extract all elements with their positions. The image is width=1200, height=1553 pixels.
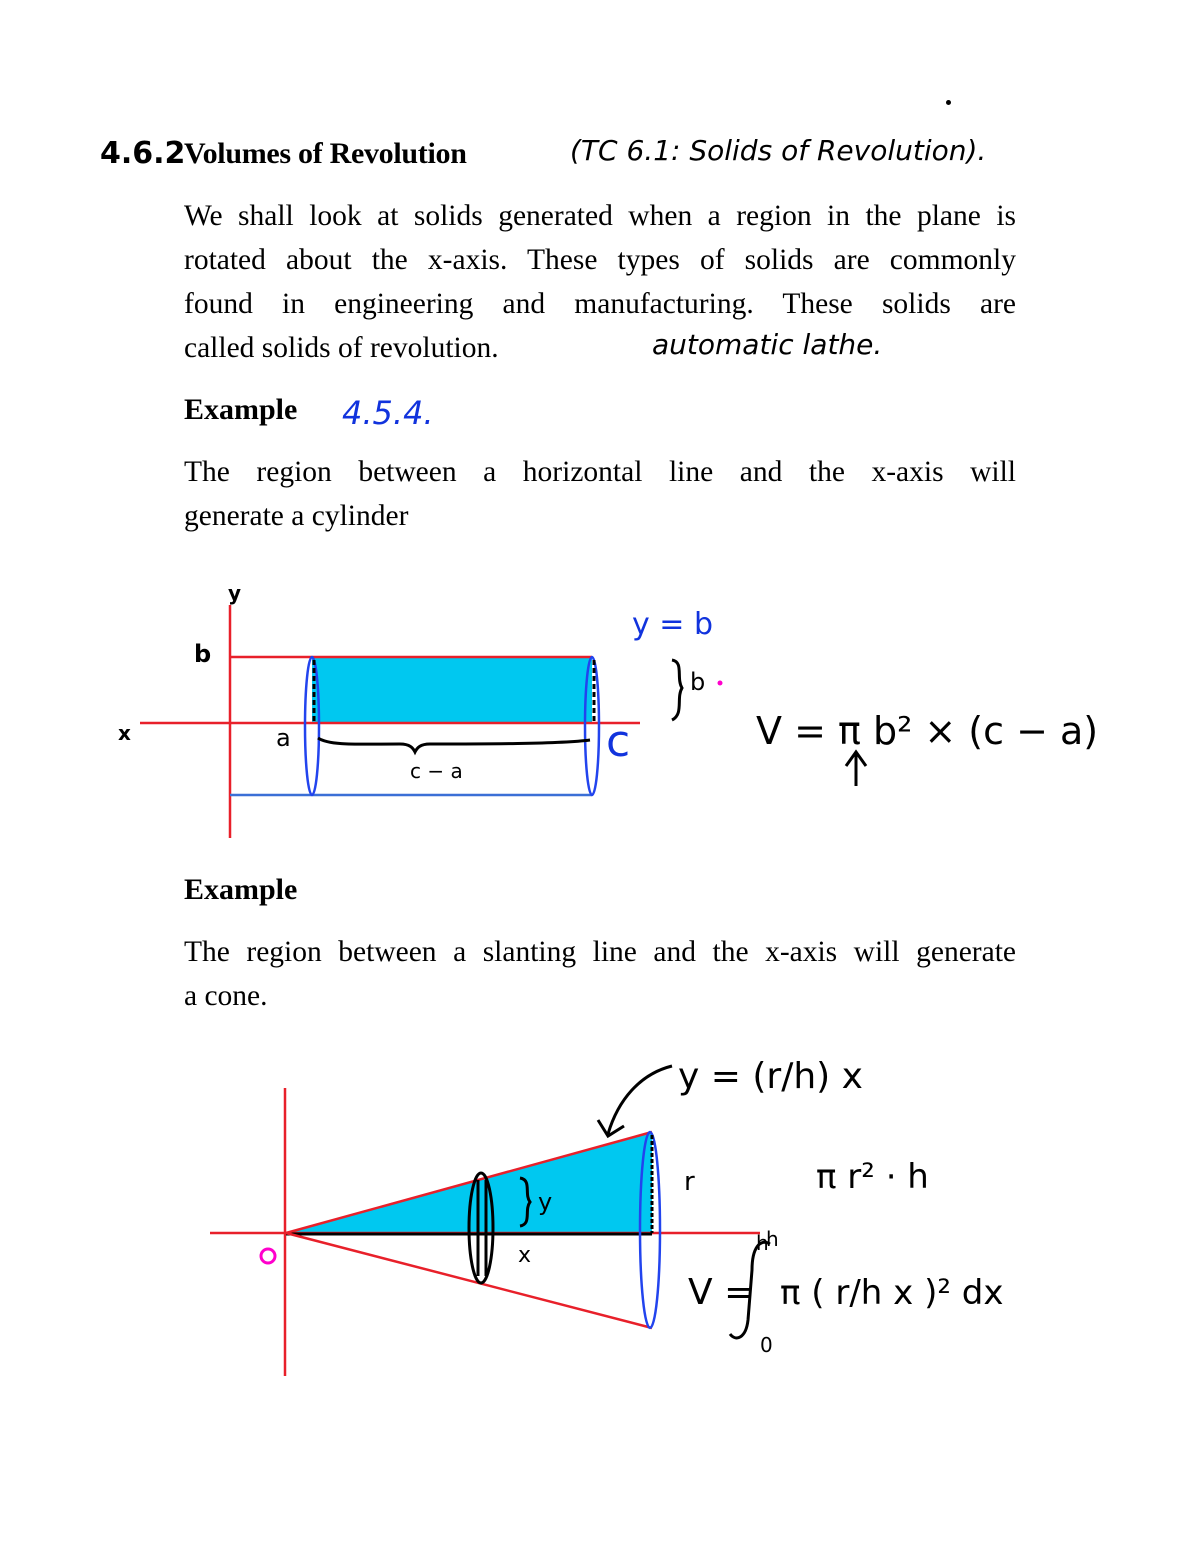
margin-note: (TC 6.1: Solids of Revolution).	[570, 134, 987, 167]
height-label: b	[690, 668, 706, 696]
example2-text	[184, 930, 1016, 1018]
integral-lead: V =	[688, 1272, 755, 1313]
curve-label: y = (r/h) x	[678, 1056, 863, 1097]
example1-text	[184, 450, 1016, 538]
integral-upper: h	[766, 1227, 779, 1251]
example-heading: Example	[184, 873, 298, 906]
height-brace	[672, 660, 682, 720]
a-label: a	[276, 724, 291, 752]
intro-paragraph	[184, 194, 1016, 370]
x-label: x	[518, 1243, 532, 1268]
magenta-dot	[718, 681, 723, 686]
cylinder-region	[312, 657, 592, 723]
example1-line: generate a cylinder	[184, 500, 409, 532]
ink-dot	[946, 100, 951, 105]
example2-line: a cone.	[184, 980, 268, 1012]
b-label: b	[194, 640, 212, 668]
example1-line: The region between a horizontal line and the x-axis will	[184, 456, 1016, 488]
axis-y-label: y	[228, 581, 242, 605]
cone-figure	[0, 1030, 1200, 1390]
integral-lower: 0	[760, 1333, 773, 1357]
axis-x-label: x	[118, 721, 131, 745]
curve-label: y = b	[632, 607, 714, 642]
section-number: 4.6.2	[100, 136, 186, 171]
arrow-up	[846, 752, 866, 786]
intro-line: called solids of revolution.	[184, 332, 499, 364]
cylinder-volume-note: π r² · h	[816, 1157, 929, 1197]
r-label: r	[684, 1167, 695, 1197]
section-title: Volumes of Revolution	[184, 137, 467, 170]
origin-marker	[261, 1249, 275, 1263]
y-label: y	[538, 1188, 553, 1216]
integral-body: π ( r/h x )² dx	[780, 1273, 1004, 1313]
curve-arrow	[598, 1066, 672, 1136]
lathe-note: automatic lathe.	[652, 328, 883, 361]
h-label: h	[756, 1231, 769, 1255]
length-label: c − a	[410, 759, 463, 783]
length-brace	[318, 738, 590, 752]
intro-line: found in engineering and manufacturing. These solids are	[184, 288, 1016, 320]
intro-line: We shall look at solids generated when a region in the plane is	[184, 200, 1016, 232]
example-heading: Example	[184, 393, 298, 426]
intro-line: rotated about the x-axis. These types of solids are commonly	[184, 244, 1016, 276]
c-label: c	[606, 716, 631, 767]
example2-line: The region between a slanting line and the x-axis will generate	[184, 936, 1016, 968]
volume-formula: V = π b² × (c − a)	[756, 709, 1099, 753]
cylinder-figure	[0, 580, 1200, 850]
example-number-note: 4.5.4.	[342, 394, 434, 432]
